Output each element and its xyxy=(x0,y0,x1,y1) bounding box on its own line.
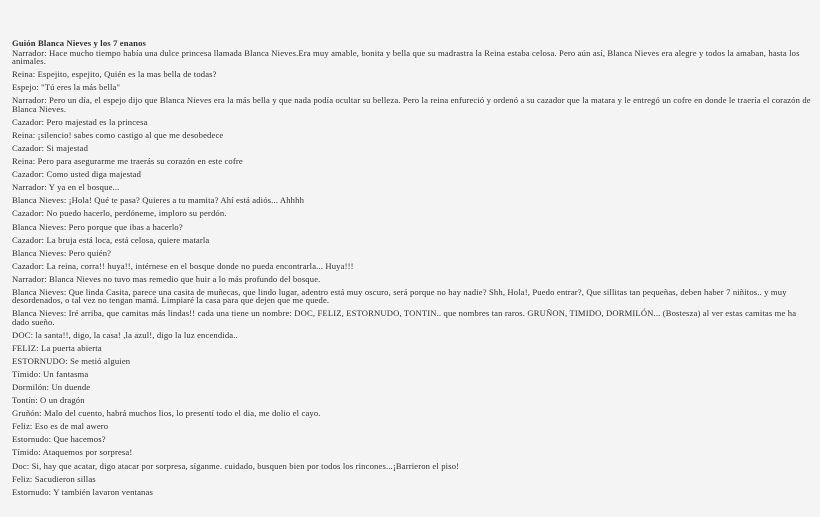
script-line: ESTORNUDO: Se metió alguien xyxy=(12,355,131,366)
script-line: Doc: Si, hay que acatar, digo atacar por sorpresa, síganme. cuidado, busquen bien por todos los rincones...¡Barrieron el piso! xyxy=(12,460,460,471)
script-line: Feliz: Eso es de mal awero xyxy=(12,421,109,432)
script-line: Narrador: Y ya en el bosque... xyxy=(12,182,120,193)
script-line: FELIZ: La puerta abierta xyxy=(12,342,102,353)
script-line: Narrador: Hace mucho tiempo había una dulce princesa llamada Blanca Nieves.Era muy amable, bonita y bella que su madrastra la Reina estaba celosa. Pero aún así, Blanca Nieves era alegre y todos la amaban, hasta los animales. xyxy=(12,48,800,67)
script-line: Blanca Nieves: Pero quién? xyxy=(12,247,112,258)
script-line: Narrador: Pero un día, el espejo dijo que Blanca Nieves era la más bella y que nada podía ocultar su belleza. Pero la reina enfureció y ordenó a su cazador que la matara y le entregó un cofre en donde le traería el corazón de Blanca Nieves. xyxy=(12,95,811,114)
script-line: Feliz: Sacudieron sillas xyxy=(12,473,96,484)
script-line: DOC: la santa!!, digo, la casa! ,la azul!, digo la luz encendida.. xyxy=(12,329,238,340)
script-line: Espejo: "Tú eres la más bella" xyxy=(12,82,121,93)
script-line: Cazador: La reina, corra!! huya!!, intérnese en el bosque donde no pueda encontrarla... Huya!!! xyxy=(12,260,354,271)
script-line: Cazador: Como usted diga majestad xyxy=(12,169,142,180)
script-line: Narrador: Blanca Nieves no tuvo mas remedio que huir a lo más profundo del bosque. xyxy=(12,273,321,284)
script-line: Blanca Nieves: Que linda Casita, parece una casita de muñecas, que lindo lugar, adentro está muy oscuro, será porque no hay nadie? Shh, Hola!, Puedo entrar?, Que sillitas tan pequeñas, deben haber 7 niñitos.. y muy desordenados, o tal vez no tengan mamá. Limpiaré la casa para que dejen que me quede. xyxy=(12,287,787,306)
script-line: Blanca Nieves: ¡Hola! Qué te pasa? Quieres a tu mamita? Ahí está adiós... Ahhhh xyxy=(12,195,305,206)
script-line: Tontín: O un dragón xyxy=(12,395,85,406)
script-line: Gruñón: Malo del cuento, habrá muchos lios, lo presentí todo el dia, me dolio el cayo. xyxy=(12,408,321,419)
script-line: Estornudo: Que hacemos? xyxy=(12,434,106,445)
document-title: Guión Blanca Nieves y los 7 enanos xyxy=(12,38,147,48)
script-line: Tímido: Un fantasma xyxy=(12,368,89,379)
script-line: Blanca Nieves: Iré arriba, que camitas más lindas!! cada una tiene un nombre: DOC, FELIZ, ESTORNUDO, TONTIN.. que nombres tan raros. GRUÑON, TIMIDO, DORMILÓN... (Bostesza) al ver estas camitas me ha dado sueño. xyxy=(12,308,797,327)
script-line: Cazador: No puedo hacerlo, perdóneme, imploro su perdón. xyxy=(12,208,227,219)
script-line: Cazador: La bruja está loca, está celosa, quiere matarla xyxy=(12,234,210,245)
script-document xyxy=(12,39,812,501)
script-line: Blanca Nieves: Pero porque que ibas a hacerlo? xyxy=(12,221,183,232)
script-line: Tímido: Ataquemos por sorpresa! xyxy=(12,447,133,458)
script-line: Cazador: Pero majestad es la princesa xyxy=(12,116,148,127)
script-line: Reina: Pero para asegurarme me traerás su corazón en este cofre xyxy=(12,156,243,167)
script-line: Dormilón: Un duende xyxy=(12,381,91,392)
script-line: Reina: ¡silencio! sabes como castigo al que me desobedece xyxy=(12,129,224,140)
script-line: Cazador: Si majestad xyxy=(12,142,89,153)
script-line: Reina: Espejito, espejito, Quién es la mas bella de todas? xyxy=(12,69,217,80)
script-line: Estornudo: Y también lavaron ventanas xyxy=(12,486,153,497)
